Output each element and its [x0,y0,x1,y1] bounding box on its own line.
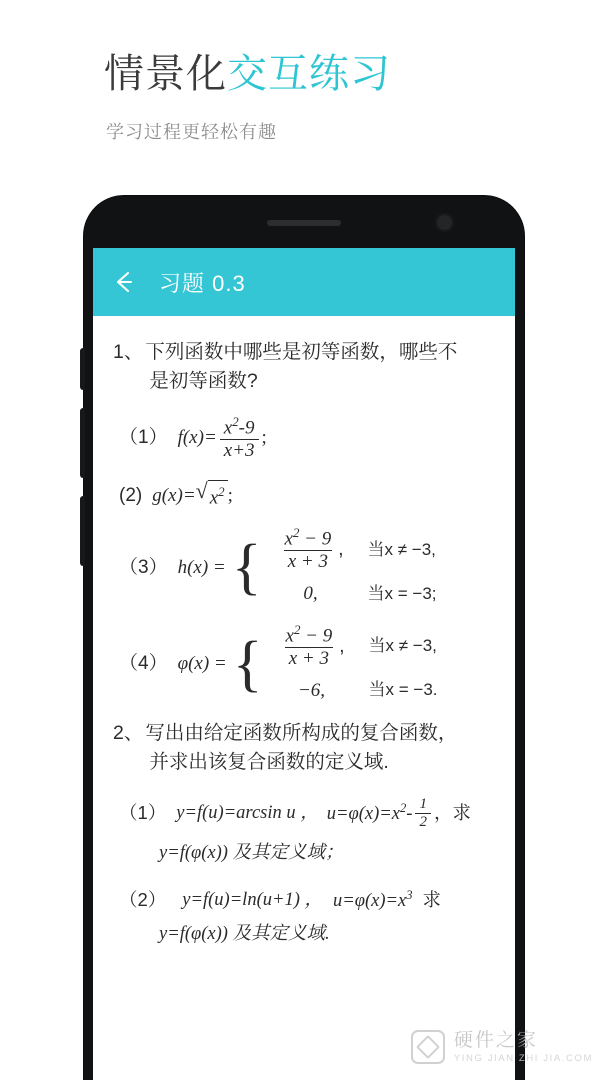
watermark-text [454,1030,593,1064]
case-value: 0, [303,583,318,605]
item-expression: h(x) = [177,556,226,578]
arrow-left-icon[interactable] [111,269,137,295]
app-bar [93,248,515,316]
case-value: −6, [297,679,326,701]
phone-top-bar [84,196,524,248]
case-row [269,623,438,670]
fraction-denominator: x + 3 [285,647,333,670]
phone-screen [93,248,515,1080]
watermark-sub: YING JIAN ZHI JIA.COM [453,1052,593,1064]
piecewise-cases [268,526,437,608]
fraction-denominator: x + 3 [284,550,332,573]
case-value: $\frac{x^2 - 9}{x + 3}$ , [268,526,354,573]
exercise-1-prompt: 下列函数中哪些是初等函数，哪些不 是初等函数? [145,341,458,393]
fraction-denominator: 2 [415,813,431,831]
fraction-numerator: 1 [419,795,427,812]
square-root [195,477,228,513]
phone-button-volume-down [80,496,85,566]
item-tail: ; [227,485,233,507]
exercise-2-item-1-line2: y=f(φ(x)) 及其定义域； [159,843,344,864]
case-condition: 当x ≠ −3, [368,636,437,656]
exercise-2-item-1 [119,796,495,832]
case-value: $\frac{x^2 - 9}{x + 3}$ , [269,623,355,670]
exercise-2-number: 2、 [113,722,144,745]
item-expression-a: y=f(u)=arcsin u ， [176,803,319,824]
fraction-numerator: $x^2-9$ [223,413,255,438]
item-label: （2） [119,889,167,911]
shield-logo-icon [411,1030,445,1064]
exercise-2-prompt: 写出由给定函数所构成的复合函数， 并求出该复合函数的定义域. [145,722,458,774]
item-expression-a: y=f(u)=ln(u+1) ， [182,890,324,911]
exercise-1-item-3 [119,526,495,608]
fraction-numerator: $x^2 - 9$ [285,621,333,647]
case-condition: 当x = −3. [368,680,438,700]
fraction [282,623,337,670]
watermark [411,1030,593,1064]
item-label: （4） [119,653,168,675]
exercise-1-number: 1、 [113,341,144,363]
left-brace-icon: { [232,629,263,698]
exercise-content[interactable] [93,316,515,1080]
page-title [104,42,391,99]
fraction [220,415,259,462]
exercise-2-header [113,719,495,778]
page-title-dark: 情景化 [104,52,227,96]
phone-mockup [84,196,524,1080]
item-tail: 求 [422,889,442,911]
phone-button-mute [80,348,85,390]
item-tail: ; [261,427,267,449]
exercise-2-item-2-line2: y=f(φ(x)) 及其定义域. [159,923,330,944]
case-row [268,579,437,608]
watermark-main: 硬件之家 [453,1029,538,1051]
item-expression: f(x)= [177,427,217,449]
item-label: （3） [119,556,168,578]
piecewise-cases [269,623,438,705]
app-bar-title: 习题 0.3 [159,270,246,296]
exercise-1-item-2 [119,477,495,513]
item-label: （1） [119,427,168,449]
fraction [415,796,431,832]
item-label: （1） [119,802,167,824]
case-condition: 当x ≠ −3, [367,539,436,559]
left-brace-icon: { [231,533,262,602]
exercise-2-item-2 [119,886,495,916]
radical-sign-icon: √ [195,477,208,503]
exercise-1-header [113,338,495,397]
page-title-accent: 交互练习 [227,52,391,96]
phone-speaker [267,220,341,226]
case-row [269,676,438,705]
exercise-1-item-1 [119,415,495,462]
item-expression-b: $u=\varphi(x)=x^3$ [333,887,413,912]
case-condition: 当x = −3; [367,583,437,603]
item-label: (2) [119,485,143,507]
item-expression: g(x)= [152,485,196,507]
case-row [268,526,437,573]
exercise-1 [113,338,495,705]
phone-button-volume-up [80,408,85,478]
exercise-1-item-4 [119,623,495,705]
phone-camera-icon [435,213,454,232]
item-tail: ，求 [433,802,471,824]
item-expression: φ(x) = [177,653,227,675]
radicand: $x^2$ [208,480,228,513]
fraction-denominator: x+3 [220,439,259,462]
page-subtitle: 学习过程更轻松有趣 [106,122,277,142]
fraction-numerator: $x^2 - 9$ [284,525,332,550]
fraction [281,526,336,573]
item-expression-b: $u=\varphi(x)=x^2-$ [326,800,413,824]
exercise-2 [113,719,495,948]
